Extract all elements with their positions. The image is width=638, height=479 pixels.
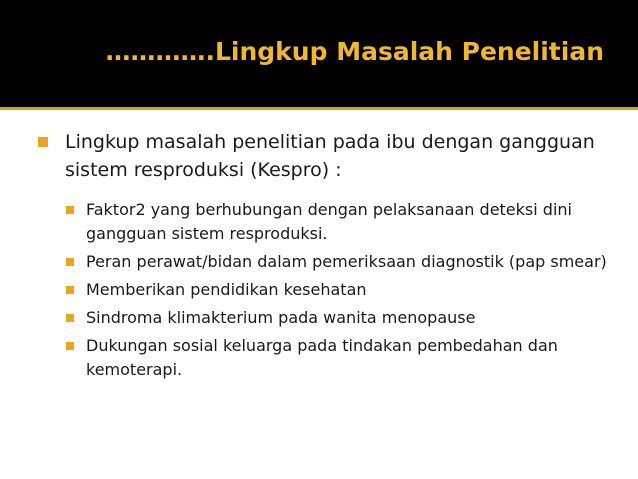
main-bullet-item (38, 128, 618, 184)
square-bullet-icon (66, 206, 74, 214)
sub-bullet-text: Peran perawat/bidan dalam pemeriksaan diagnostik (pap smear) (86, 252, 607, 271)
square-bullet-icon (38, 137, 48, 147)
main-bullet-text: Lingkup masalah penelitian pada ibu dengan gangguan sistem resproduksi (Kespro) : (65, 131, 595, 181)
square-bullet-icon (66, 314, 74, 322)
sub-bullet-text: Dukungan sosial keluarga pada tindakan pembedahan dan kemoterapi. (86, 336, 558, 379)
list-item (66, 278, 626, 302)
sub-bullet-list (66, 198, 626, 386)
square-bullet-icon (66, 342, 74, 350)
title-divider (0, 107, 638, 110)
square-bullet-icon (66, 258, 74, 266)
square-bullet-icon (66, 286, 74, 294)
list-item (66, 250, 626, 274)
sub-bullet-text: Memberikan pendidikan kesehatan (86, 280, 367, 299)
list-item (66, 334, 626, 382)
sub-bullet-text: Faktor2 yang berhubungan dengan pelaksanaan deteksi dini gangguan sistem resproduksi. (86, 200, 572, 243)
slide-title: ………….Lingkup Masalah Penelitian (105, 37, 604, 66)
list-item (66, 306, 626, 330)
title-band (0, 0, 638, 107)
sub-bullet-text: Sindroma klimakterium pada wanita menopause (86, 308, 476, 327)
list-item (66, 198, 626, 246)
